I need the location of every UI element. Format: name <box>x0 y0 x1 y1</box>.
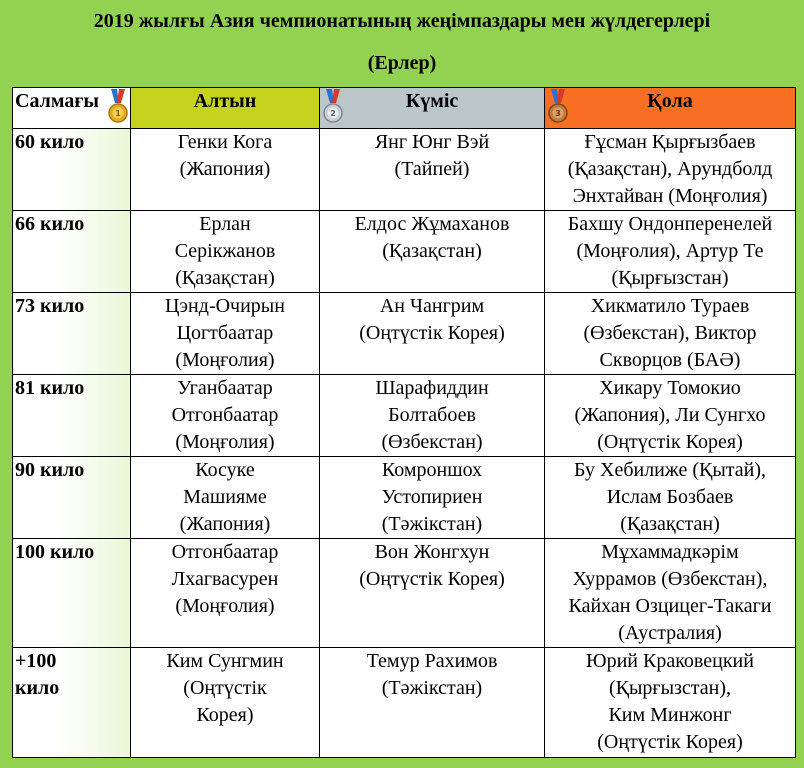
page-subtitle: (Ерлер) <box>367 52 437 74</box>
cell-line: Косуке <box>195 459 255 481</box>
header-row <box>13 88 796 129</box>
cell-line: Корея) <box>196 704 254 726</box>
cell-bronze <box>545 211 796 293</box>
header-weight <box>13 88 131 129</box>
cell-line: (Моңғолия) <box>175 349 275 371</box>
cell-line: Елдос Жұмаханов <box>354 213 510 235</box>
cell-silver <box>320 375 545 457</box>
cell-weight <box>13 648 131 758</box>
cell-line: Хикматило Тураев <box>590 295 750 317</box>
cell-line: кило <box>15 677 60 699</box>
cell-line: Мұхаммадкәрім <box>601 541 739 563</box>
cell-bronze <box>545 457 796 539</box>
cell-line: (Қазақстан), Арундболд <box>567 158 773 180</box>
cell-line: (Қазақстан) <box>382 240 482 262</box>
header-weight-label: Салмағы <box>15 90 100 112</box>
cell-line: Комроншох <box>381 459 483 481</box>
cell-line: (Тайпей) <box>394 158 470 180</box>
cell-weight <box>13 293 131 375</box>
cell-line: 66 кило <box>15 213 85 235</box>
table-row <box>13 648 796 758</box>
cell-gold <box>131 293 320 375</box>
results-table <box>12 87 796 758</box>
header-bronze-label: Қола <box>647 90 693 112</box>
cell-line: Лхагвасурен <box>171 568 279 590</box>
cell-line: 60 кило <box>15 131 85 153</box>
cell-line: Отгонбаатар <box>171 404 279 426</box>
cell-line: Вон Жонгхун <box>374 541 490 563</box>
cell-line: Цэнд-Очирын <box>165 295 285 317</box>
cell-line: (Аустралия) <box>618 622 722 644</box>
cell-line: Машияме <box>183 486 267 508</box>
cell-gold <box>131 129 320 211</box>
table-row <box>13 457 796 539</box>
cell-gold <box>131 211 320 293</box>
cell-silver <box>320 293 545 375</box>
cell-silver <box>320 648 545 758</box>
cell-line: Ерлан <box>199 213 251 235</box>
cell-line: Янг Юнг Вэй <box>374 131 490 153</box>
cell-line: Кайхан Озцицег-Такаги <box>568 595 772 617</box>
svg-text:2: 2 <box>330 109 336 118</box>
cell-line: (Өзбекстан), Виктор <box>583 322 757 344</box>
cell-line: (Оңтүстік <box>183 677 267 699</box>
cell-silver <box>320 129 545 211</box>
cell-line: (Тәжікстан) <box>381 677 483 699</box>
cell-line: 73 кило <box>15 295 85 317</box>
header-silver-label: Күміс <box>405 90 459 112</box>
cell-line: Уганбаатар <box>177 377 273 399</box>
cell-gold <box>131 539 320 648</box>
cell-line: 100 кило <box>15 541 95 563</box>
cell-line: (Қазақстан) <box>175 267 275 289</box>
header-gold <box>131 88 320 129</box>
cell-bronze <box>545 293 796 375</box>
cell-bronze <box>545 539 796 648</box>
gold-medal-icon <box>107 89 129 125</box>
cell-line: Болтабоев <box>388 404 476 426</box>
table-row <box>13 293 796 375</box>
cell-line: Шарафиддин <box>375 377 489 399</box>
cell-line: Серікжанов <box>174 240 276 262</box>
cell-line: Бахшу Ондонперенелей <box>567 213 773 235</box>
cell-line: (Қырғызстан) <box>611 267 729 289</box>
cell-line: Цогтбаатар <box>176 322 274 344</box>
cell-line: (Жапония) <box>179 513 271 535</box>
cell-line: 81 кило <box>15 377 85 399</box>
cell-weight <box>13 211 131 293</box>
bronze-medal-icon <box>547 89 569 125</box>
cell-line: Генки Кога <box>177 131 273 153</box>
cell-line: +100 <box>15 650 57 672</box>
header-gold-label: Алтын <box>193 90 257 112</box>
cell-line: (Қырғызстан), <box>608 677 732 699</box>
cell-silver <box>320 539 545 648</box>
svg-text:1: 1 <box>115 109 121 118</box>
cell-line: 90 кило <box>15 459 85 481</box>
cell-gold <box>131 375 320 457</box>
cell-bronze <box>545 375 796 457</box>
cell-line: (Өзбекстан) <box>381 431 483 453</box>
cell-line: Темур Рахимов <box>366 650 498 672</box>
cell-line: (Қазақстан) <box>620 513 720 535</box>
cell-line: Ким Сунгмин <box>166 650 284 672</box>
cell-bronze <box>545 648 796 758</box>
table-row <box>13 211 796 293</box>
cell-weight <box>13 129 131 211</box>
page-title: 2019 жылғы Азия чемпионатының жеңімпаздары мен жүлдегерлері <box>93 10 711 32</box>
cell-line: Скворцов (БАӘ) <box>599 349 741 371</box>
cell-line: (Жапония) <box>179 158 271 180</box>
cell-weight <box>13 539 131 648</box>
cell-line: Бу Хебилиже (Қытай), <box>574 459 766 481</box>
cell-line: (Моңғолия) <box>175 595 275 617</box>
cell-line: Ким Минжонг <box>608 704 732 726</box>
cell-line: Ислам Бозбаев <box>606 486 734 508</box>
cell-weight <box>13 457 131 539</box>
cell-line: Энхтайван (Моңғолия) <box>572 185 768 207</box>
cell-gold <box>131 648 320 758</box>
table-row <box>13 129 796 211</box>
cell-weight <box>13 375 131 457</box>
cell-silver <box>320 457 545 539</box>
cell-line: Отгонбаатар <box>171 541 279 563</box>
cell-line: (Оңтүстік Корея) <box>597 431 743 453</box>
cell-line: Устопириен <box>381 486 483 508</box>
cell-bronze <box>545 129 796 211</box>
cell-line: (Тәжікстан) <box>381 513 483 535</box>
cell-line: Ғұсман Қырғызбаев <box>584 131 756 153</box>
cell-gold <box>131 457 320 539</box>
cell-line: Юрий Краковецкий <box>586 650 754 672</box>
cell-line: (Моңғолия) <box>175 431 275 453</box>
results-body <box>13 129 796 758</box>
svg-text:3: 3 <box>555 109 561 118</box>
table-row <box>13 539 796 648</box>
table-row <box>13 375 796 457</box>
cell-line: (Жапония), Ли Сунгхо <box>574 404 766 426</box>
cell-line: (Оңтүстік Корея) <box>359 568 505 590</box>
cell-line: Хуррамов (Өзбекстан), <box>572 568 768 590</box>
header-bronze <box>545 88 796 129</box>
silver-medal-icon <box>322 89 344 125</box>
cell-line: (Оңтүстік Корея) <box>359 322 505 344</box>
cell-line: (Оңтүстік Корея) <box>597 731 743 753</box>
header-silver <box>320 88 545 129</box>
cell-line: Хикару Томокио <box>599 377 741 399</box>
cell-line: (Моңғолия), Артур Те <box>576 240 764 262</box>
cell-line: Ан Чангрим <box>379 295 485 317</box>
cell-silver <box>320 211 545 293</box>
